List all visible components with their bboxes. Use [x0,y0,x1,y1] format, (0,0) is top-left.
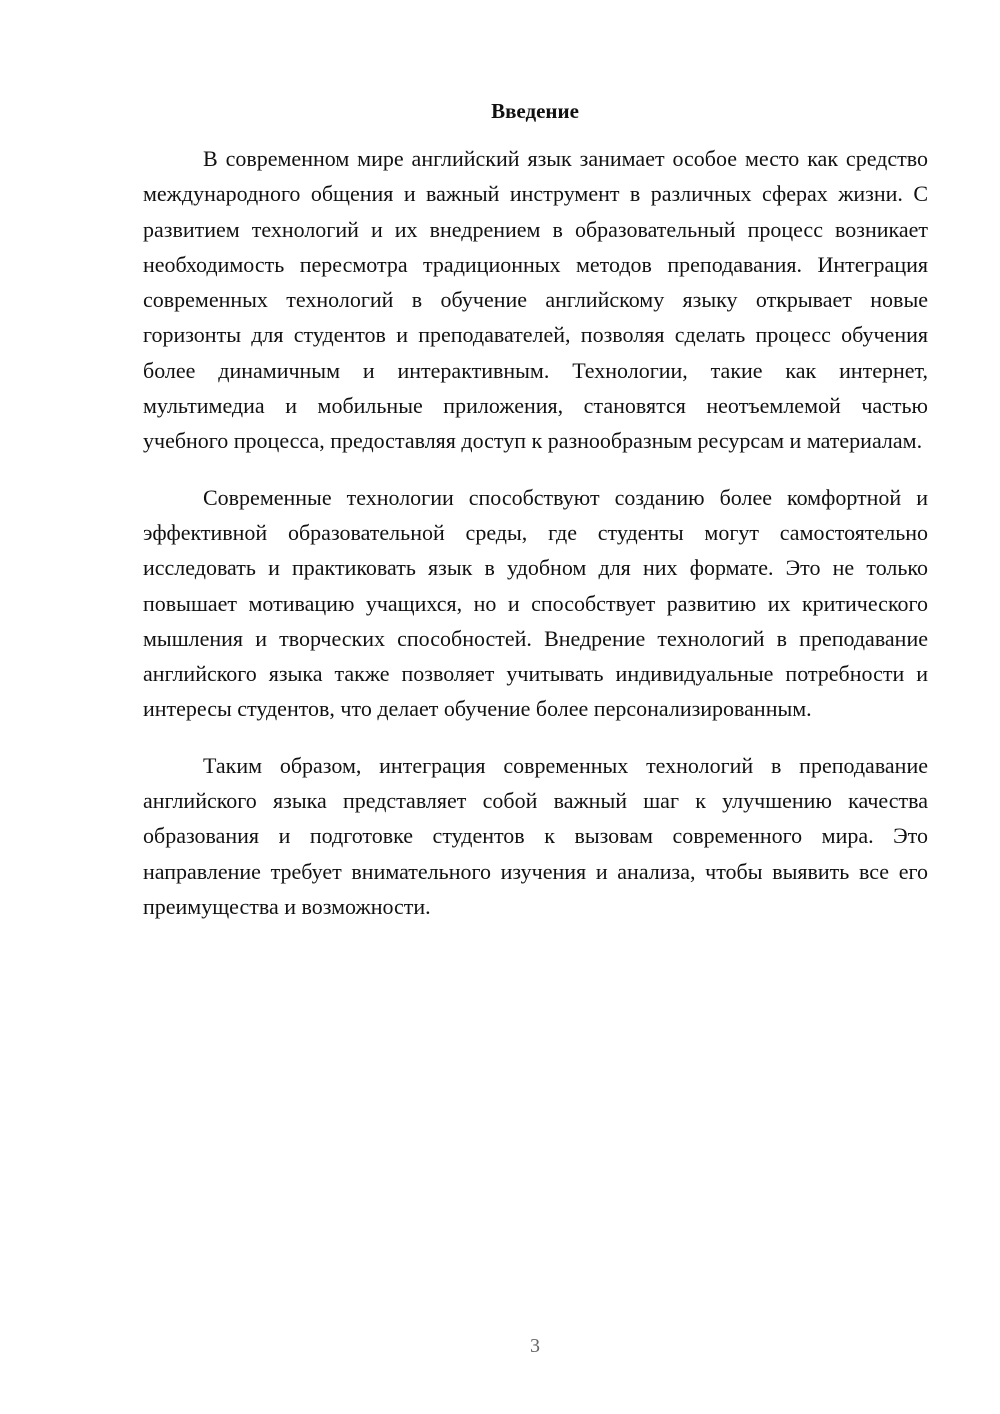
paragraph-3: Таким образом, интеграция современных технологий в преподавание английского языка представляет собой важный шаг к улучшению качества образования и подготовке студентов к вызовам современного мира. Это направление требует внимательного изучения и анализа, чтобы выявить все его преимущества и возможности. [143,752,928,919]
body-text [143,141,928,924]
paragraph-1: В современном мире английский язык занимает особое место как средство международного общения и важный инструмент в различных сферах жизни. С развитием технологий и их внедрением в образовательный процесс возникает необходимость пересмотра традиционных методов преподавания. Интеграция современных технологий в обучение английскому языку открывает новые горизонты для студентов и преподавателей, позволяя сделать процесс обучения более динамичным и интерактивным. Технологии, такие как интернет, мультимедиа и мобильные приложения, становятся неотъемлемой частью учебного процесса, предоставляя доступ к разнообразным ресурсам и материалам. [143,146,928,454]
page-number: 3 [530,1335,540,1357]
paragraph-2: Современные технологии способствуют созданию более комфортной и эффективной образовательной среды, где студенты могут самостоятельно исследовать и практиковать язык в удобном для них формате. Это не только повышает мотивацию учащихся, но и способствует развитию их критического мышления и творческих способностей. Внедрение технологий в преподавание английского языка также позволяет учитывать индивидуальные потребности и интересы студентов, что делает обучение более персонализированным. [143,484,928,722]
page-title: Введение [491,99,579,123]
